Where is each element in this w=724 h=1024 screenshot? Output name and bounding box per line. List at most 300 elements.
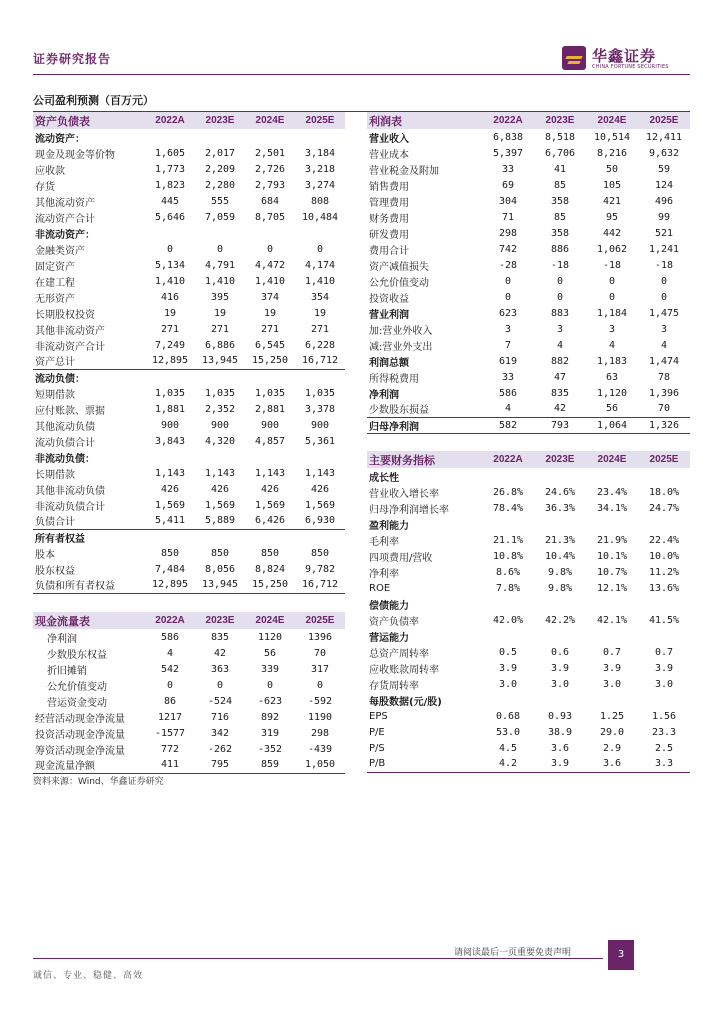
cell-value: 900 [260,419,280,431]
cell-value: 8,216 [596,147,628,159]
cell-value: 8.6% [495,566,521,578]
cell-value: 10.0% [648,550,680,562]
row-label: 流动负债： [35,373,85,385]
cell-value: 9,782 [304,563,336,575]
row-label: 折旧摊销 [47,665,87,677]
table-row [367,385,690,401]
table-row [367,500,690,516]
cell-value: 4,174 [304,259,336,271]
table-row [33,433,345,449]
cell-value: 3,843 [154,435,186,447]
cell-value: 3.9 [602,662,622,674]
table-row [367,516,690,532]
cell-value: 105 [602,179,622,191]
cell-value: 3 [608,323,616,335]
table-row [33,241,345,257]
cell-value: 7,484 [154,563,186,575]
cell-value: -262 [207,743,233,755]
cell-value: 0.6 [550,646,570,658]
table-header-row [33,112,345,129]
cell-value: 0 [504,275,512,287]
cell-value: 0 [556,291,564,303]
cell-value: 4,320 [204,435,236,447]
cell-value: -439 [307,743,333,755]
table-row [33,661,345,677]
column-header: 2023E [195,112,245,129]
cell-value: 7,059 [204,211,236,223]
cell-value: 1,410 [304,275,336,287]
column-header: 2022A [482,451,534,468]
cell-value: 586 [498,387,518,399]
cell-value: 850 [160,547,180,559]
table-row [33,401,345,417]
cell-value: 521 [654,227,674,239]
table-row [367,177,690,193]
cell-value: 16,712 [295,577,345,593]
cell-value: 883 [550,307,570,319]
table-row [33,209,345,225]
row-label: 现金流量净额 [33,757,145,773]
cell-value: 56 [263,647,277,659]
cell-value: 2,352 [204,403,236,415]
cell-value [482,596,534,612]
cell-value: -18 [602,259,622,271]
cell-value: 1,062 [596,243,628,255]
cell-value: 5,134 [154,259,186,271]
cell-value: 9.8% [547,582,573,594]
row-label: P/B [367,756,482,772]
cell-value: 10,514 [593,131,631,143]
row-label: 营运能力 [369,632,409,644]
row-label: 四项费用/营收 [369,552,433,564]
cell-value: 19 [163,307,177,319]
cell-value: 5,361 [304,435,336,447]
cell-value: 3.0 [654,678,674,690]
cell-value: 10.8% [492,550,524,562]
table-row [367,337,690,353]
cell-value: 1,569 [304,499,336,511]
table-row [33,161,345,177]
table-row [33,353,345,369]
cell-value: 892 [260,711,280,723]
row-label: 资产负债率 [369,616,419,628]
cell-value: 0 [316,243,324,255]
report-type-label: 证券研究报告 [33,52,112,66]
cell-value: 1,035 [254,387,286,399]
row-label: 经营活动现金净流量 [35,713,125,725]
row-label: 非流动资产合计 [35,341,105,353]
cell-value: 8,518 [544,131,576,143]
cell-value: 1,035 [154,387,186,399]
cell-value: 6,838 [492,131,524,143]
cell-value: 71 [501,211,515,223]
row-label: 管理费用 [369,197,409,209]
cell-value: 4 [482,401,534,417]
table-row [33,193,345,209]
cell-value: 5,411 [145,513,195,529]
cell-value: 900 [210,419,230,431]
row-label: 其他流动资产 [35,197,95,209]
table-row [367,612,690,628]
cell-value [586,516,638,532]
row-label: 流动资产合计 [35,213,95,225]
table-row [367,321,690,337]
cell-value: 882 [550,355,570,367]
row-label: 资产减值损失 [369,261,429,273]
cell-value: 684 [260,195,280,207]
table-row [33,725,345,741]
cell-value: 13,945 [195,577,245,593]
table-row [367,532,690,548]
cell-value: 12.1% [596,582,628,594]
cell-value [586,596,638,612]
cell-value: 42 [213,647,227,659]
cell-value: 56 [586,401,638,417]
cell-value: 426 [160,483,180,495]
cell-value: 445 [160,195,180,207]
cell-value: 1,823 [154,179,186,191]
cell-value: 496 [654,195,674,207]
cell-value [638,596,690,612]
cell-value: 42 [534,401,586,417]
cell-value: 3,274 [304,179,336,191]
table-row [367,225,690,241]
row-label: 净利率 [369,568,399,580]
cell-value: 24.7% [648,502,680,514]
cell-value: 3.9 [498,662,518,674]
cell-value: 9,632 [648,147,680,159]
company-motto: 诚信、专业、稳健、高效 [33,971,144,981]
cell-value: 0 [216,243,224,255]
cell-value: -1577 [154,727,186,739]
cell-value: 9.8% [547,566,573,578]
cell-value: 3.6 [586,756,638,772]
table-row [33,385,345,401]
table-row [367,676,690,692]
cell-value: 358 [550,195,570,207]
row-label: 非流动负债： [35,453,95,465]
cell-value: 555 [210,195,230,207]
table-row [367,129,690,145]
cell-value: 319 [260,727,280,739]
cell-value [245,529,295,545]
cell-value: 411 [145,757,195,773]
cell-value: 69 [501,179,515,191]
section-title: 公司盈利预测（百万元） [33,94,154,107]
cell-value [195,529,245,545]
cell-value: 619 [498,355,518,367]
table-header-row [367,451,690,468]
cell-value: -592 [307,695,333,707]
cell-value: 7 [504,339,512,351]
cell-value: 1,143 [204,467,236,479]
table-row [367,369,690,385]
table-title: 利润表 [367,112,482,129]
table-row [33,177,345,193]
table-row [367,289,690,305]
cell-value: 63 [605,371,619,383]
cell-value: 4,857 [254,435,286,447]
cell-value: 21.3% [544,534,576,546]
table-row [33,741,345,757]
table-row [33,677,345,693]
row-label: 长期股权投资 [35,309,95,321]
logo-icon [562,46,586,70]
cell-value: 3 [504,323,512,335]
row-label: 偿债能力 [369,600,409,612]
cell-value [295,529,345,545]
cell-value: 0.93 [547,710,573,722]
cell-value: 850 [210,547,230,559]
table-row [33,417,345,433]
table-row [367,209,690,225]
row-label: 盈利能力 [369,520,409,532]
table-row [367,145,690,161]
source-note: 资料来源：Wind、华鑫证券研究 [33,777,164,787]
cell-value: 1,035 [304,387,336,399]
column-header: 2023E [534,112,586,129]
row-label: 长期借款 [35,469,75,481]
cell-value: 1,410 [154,275,186,287]
cell-value [245,449,295,465]
cell-value: 4,791 [204,259,236,271]
row-label: 其他非流动负债 [35,485,105,497]
cell-value [145,129,195,145]
cell-value: 395 [210,291,230,303]
row-label: 短期借款 [35,389,75,401]
column-header: 2025E [638,451,690,468]
cell-value: 42.1% [596,614,628,626]
cell-value [482,516,534,532]
cell-value: 42.0% [492,614,524,626]
row-label: 归母净利润增长率 [369,504,449,516]
cell-value: 542 [160,663,180,675]
cell-value: 78 [657,371,671,383]
row-label: P/E [369,726,385,738]
table-row [367,305,690,321]
cell-value: 2.9 [602,742,622,754]
cell-value: 6,706 [544,147,576,159]
row-label: 筹资活动现金净流量 [35,745,125,757]
cell-value [195,369,245,385]
cell-value: 6,426 [245,513,295,529]
cell-value: 1,120 [596,387,628,399]
cell-value: 1,143 [154,467,186,479]
cell-value [586,692,638,708]
row-label: 流动资产： [35,133,85,145]
cell-value: 1120 [257,631,283,643]
table-row [33,449,345,465]
row-label: 其他流动负债 [35,421,95,433]
cell-value: 23.3 [651,726,677,738]
cell-value: 0 [504,291,512,303]
table-row [367,596,690,612]
table-row [33,145,345,161]
cell-value: 0 [660,291,668,303]
logo-cn: 华鑫证券 [592,47,657,65]
cash-flow-table [33,612,345,774]
cell-value [482,468,534,484]
row-label: 资产总计 [33,353,145,369]
table-row [33,529,345,545]
cell-value: 1,605 [154,147,186,159]
cell-value: 586 [160,631,180,643]
table-row [367,708,690,724]
cell-value: 374 [260,291,280,303]
row-label: 应收款 [35,165,65,177]
row-label: 财务费用 [369,213,409,225]
cell-value: 1,474 [648,355,680,367]
cell-value [145,529,195,545]
cell-value: 298 [498,227,518,239]
cell-value [638,628,690,644]
column-header: 2023E [195,612,245,629]
header-divider [33,74,690,75]
cell-value: 317 [310,663,330,675]
cell-value: 70 [638,401,690,417]
cell-value: 795 [195,757,245,773]
table-row [367,548,690,564]
cell-value: 10,484 [301,211,339,223]
cell-value: 47 [553,371,567,383]
cell-value [145,369,195,385]
cell-value: 1190 [307,711,333,723]
table-row [367,353,690,369]
cell-value: -524 [207,695,233,707]
cell-value: 1,569 [204,499,236,511]
cell-value: 2,017 [204,147,236,159]
cell-value [534,692,586,708]
cell-value [534,516,586,532]
cell-value: 2,793 [254,179,286,191]
table-row [33,481,345,497]
row-label: 金融类资产 [35,245,85,257]
cell-value: 900 [160,419,180,431]
cell-value: 3.9 [654,662,674,674]
cell-value: 1,035 [204,387,236,399]
cell-value: 421 [602,195,622,207]
cell-value: 6,228 [304,339,336,351]
cell-value [638,468,690,484]
row-label: 所得税费用 [369,373,419,385]
row-label: 销售费用 [369,181,409,193]
cell-value: 19 [313,307,327,319]
logo-en: CHINA FORTUNE SECURITIES [592,64,669,70]
cell-value: 34.1% [596,502,628,514]
row-label: ROE [369,582,391,594]
row-label: 股本 [35,549,55,561]
row-label: 每股数据(元/股) [369,696,442,708]
financial-ratios-table [367,451,690,773]
cell-value: 10.7% [596,566,628,578]
column-header: 2024E [245,112,295,129]
cell-value: 124 [654,179,674,191]
cell-value: 3.0 [550,678,570,690]
cell-value: 11.2% [648,566,680,578]
cell-value [534,596,586,612]
cell-value: 0 [316,679,324,691]
cell-value: -28 [498,259,518,271]
cell-value: 4.5 [498,742,518,754]
cell-value: 19 [213,307,227,319]
row-label: 营业税金及附加 [369,165,439,177]
cell-value [195,225,245,241]
row-label: 营业成本 [369,149,409,161]
cell-value: 1,410 [204,275,236,287]
cell-value: 1,241 [648,243,680,255]
cell-value: 426 [260,483,280,495]
table-row [367,161,690,177]
cell-value: 1,064 [586,417,638,433]
table-row [33,629,345,645]
cell-value: 582 [482,417,534,433]
cell-value: 0 [166,243,174,255]
cell-value: 2.5 [654,742,674,754]
column-header: 2024E [245,612,295,629]
cell-value: 0.68 [495,710,521,722]
cell-value: 716 [210,711,230,723]
cell-value: 3.0 [498,678,518,690]
cell-value [295,129,345,145]
row-label: 投资收益 [369,293,409,305]
cell-value [245,369,295,385]
cell-value: 0 [166,679,174,691]
cell-value: 12,895 [145,577,195,593]
cell-value: 53.0 [495,726,521,738]
cell-value: 850 [310,547,330,559]
table-row [33,645,345,661]
row-label: 股东权益 [35,565,75,577]
column-header: 2022A [145,612,195,629]
cell-value [295,449,345,465]
table-row [33,497,345,513]
row-label: 无形资产 [35,293,75,305]
cell-value: 0 [608,291,616,303]
cell-value: 7,249 [154,339,186,351]
cell-value: 859 [245,757,295,773]
row-label: 总资产周转率 [369,648,429,660]
cell-value: 0 [266,243,274,255]
row-label: 公允价值变动 [47,681,107,693]
cell-value: 2,501 [254,147,286,159]
row-label: 营业利润 [369,309,409,321]
cell-value: 13.6% [648,582,680,594]
column-header: 2022A [145,112,195,129]
row-label: P/S [369,742,385,754]
table-title: 资产负债表 [33,112,145,129]
table-header-row [33,612,345,629]
cell-value: 3.0 [602,678,622,690]
cell-value: 95 [605,211,619,223]
cell-value: 298 [310,727,330,739]
cell-value: 1,143 [254,467,286,479]
row-label: 固定资产 [35,261,75,273]
cell-value: -623 [257,695,283,707]
cell-value [482,628,534,644]
cell-value: 26.8% [492,486,524,498]
cell-value: 339 [260,663,280,675]
cell-value: 8,056 [204,563,236,575]
cell-value: 13,945 [195,353,245,369]
cell-value: 358 [550,227,570,239]
cell-value: 0 [660,275,668,287]
cell-value: 0 [608,275,616,287]
cell-value: 4.2 [482,756,534,772]
cell-value: 3.9 [550,662,570,674]
cell-value: 0.7 [654,646,674,658]
table-row [367,193,690,209]
cell-value: 4,472 [254,259,286,271]
